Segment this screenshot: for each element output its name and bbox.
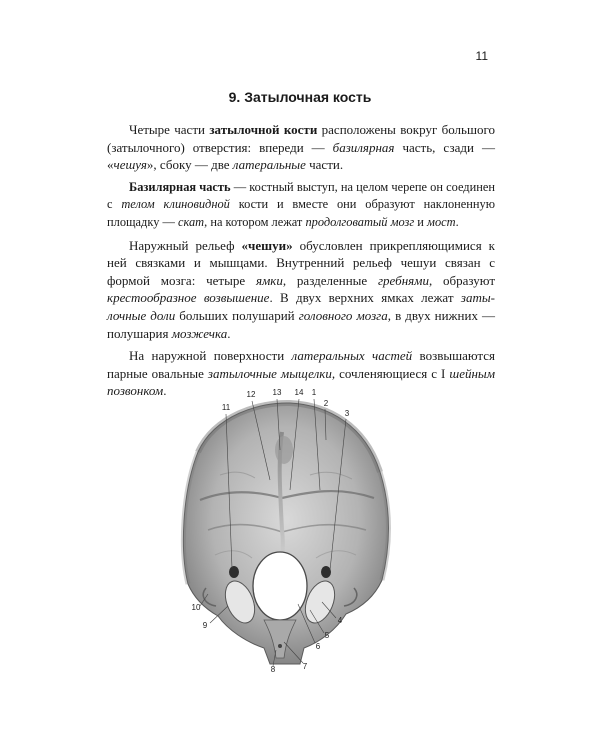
text-run: , на котором лежат bbox=[204, 214, 306, 229]
paragraph bbox=[107, 179, 495, 232]
callout-label: 14 bbox=[294, 388, 304, 397]
text-run: возвышаются парные овальные bbox=[107, 348, 495, 381]
occipital-bone-illustration bbox=[160, 380, 400, 680]
text-run: и bbox=[414, 214, 428, 229]
italic-term: скат bbox=[177, 214, 205, 229]
text-run: . В двух верхних ямках лежат bbox=[269, 290, 461, 306]
callout-label: 7 bbox=[302, 662, 308, 671]
callout-label: 4 bbox=[337, 616, 343, 625]
italic-term: ямки bbox=[255, 272, 283, 288]
italic-term: латеральные bbox=[232, 157, 306, 173]
text-run: части. bbox=[305, 157, 344, 173]
page-number: 11 bbox=[475, 49, 488, 63]
callout-label: 3 bbox=[344, 409, 350, 418]
italic-term: гребнями bbox=[377, 272, 429, 288]
text-run: обусловлен прикрепляющимися к ней связками и мышцами. Внутренний рельеф чешуи связан с формой мозга: четыре bbox=[107, 237, 495, 288]
callout-label: 8 bbox=[270, 665, 276, 674]
section-title: 9. Затылочная кость bbox=[228, 89, 372, 105]
text-run: сочленяющиеся с I bbox=[335, 365, 450, 381]
bold-term: Базилярная часть bbox=[129, 179, 231, 194]
text-run: . bbox=[163, 383, 167, 399]
callout-label: 11 bbox=[221, 403, 231, 412]
body-text bbox=[107, 121, 495, 405]
text-run: На наружной поверхности bbox=[129, 348, 292, 364]
text-run: часть, сзади — « bbox=[107, 139, 495, 173]
text-run: — костный выступ, на целом черепе он соединен с bbox=[107, 179, 495, 212]
foramen-magnum bbox=[253, 552, 307, 620]
text-run: , в двух нижних — полушария bbox=[107, 307, 496, 341]
italic-term: базилярная bbox=[332, 139, 395, 155]
callout-label: 12 bbox=[246, 390, 256, 399]
text-run: , образуют bbox=[428, 272, 496, 288]
text-run: кости и вместе они образуют наклоненную площадку — bbox=[107, 197, 495, 229]
callout-label: 1 bbox=[311, 388, 317, 397]
paragraph bbox=[107, 237, 495, 343]
italic-term: крестообразное возвышение bbox=[107, 290, 270, 306]
callout-label: 2 bbox=[323, 399, 329, 408]
italic-term: головного мозга bbox=[298, 307, 388, 323]
italic-term: мозжечка bbox=[171, 325, 228, 341]
italic-term: затылочные мыщелки, bbox=[207, 365, 336, 381]
callout-label: 5 bbox=[324, 631, 330, 640]
text-run: , разделенные bbox=[282, 272, 378, 288]
callout-label: 13 bbox=[272, 388, 282, 397]
bold-term: «чешуи» bbox=[241, 237, 293, 253]
italic-term: шейным позвонком bbox=[107, 365, 496, 399]
text-run: », сбоку — две bbox=[146, 157, 233, 173]
text-run: больших полушарий bbox=[175, 307, 299, 323]
text-run: . bbox=[455, 214, 459, 229]
text-run: Наружный рельеф bbox=[129, 237, 242, 253]
italic-term: продолговатый мозг bbox=[305, 214, 415, 229]
italic-term: затылочные доли bbox=[107, 290, 495, 323]
italic-term: телом клиновидной bbox=[121, 197, 230, 212]
italic-term: чешуя bbox=[113, 157, 147, 173]
callout-label: 6 bbox=[315, 642, 321, 651]
occipital-protuberance bbox=[275, 436, 293, 464]
italic-term: латеральных частей bbox=[291, 348, 413, 364]
occipital-bone-figure bbox=[160, 380, 400, 680]
text-run: . bbox=[227, 325, 231, 341]
text-run: расположены вокруг большого (затылочного) отверстия: впереди — bbox=[107, 122, 495, 155]
paragraph bbox=[107, 121, 495, 174]
italic-term: мост bbox=[427, 214, 456, 229]
text-run: Четыре части bbox=[129, 122, 210, 137]
bold-term: затылочной кости bbox=[209, 122, 318, 137]
callout-label: 9 bbox=[202, 621, 208, 630]
callout-label: 10 bbox=[191, 603, 201, 612]
